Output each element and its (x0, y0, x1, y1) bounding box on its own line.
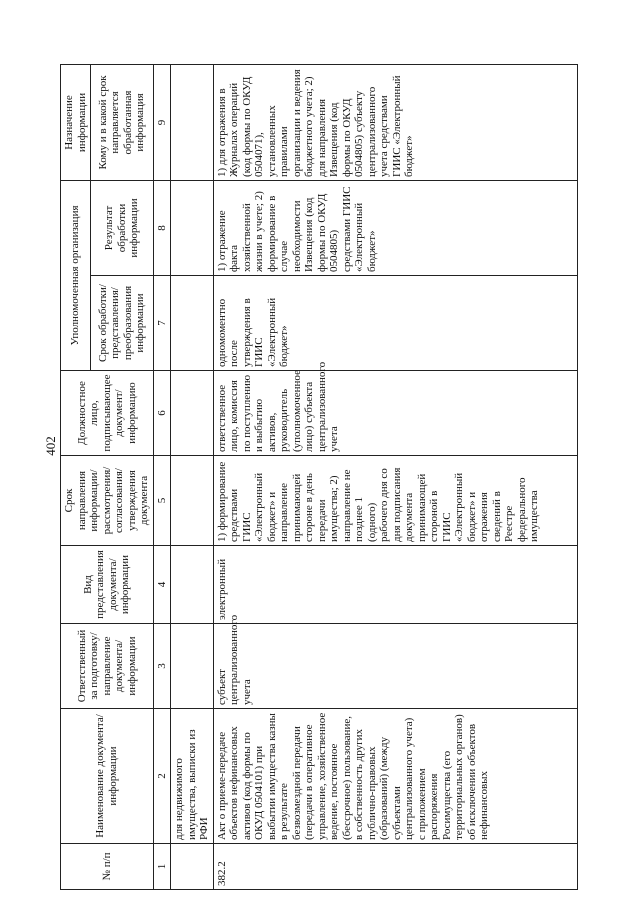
header-presentation-type: Вид представления документа/ информации (61, 546, 154, 624)
row-document-name: Акт о приеме-передаче объектов нефинансовых активов (код формы по ОКУД 0504101) при выбытии имущества казны в результате безвозмездной передачи (передачи в оперативное управление, хозяйственное ведение, постоянное (бессрочное) пользование, в собственность других публично-правовых (образований) (между субъектами централизованного учета) с приложением распоряжения Росимущества (его территориальных органов) об исключении объектов нефинансовых (213, 709, 577, 844)
column-number: 7 (153, 276, 171, 371)
row-presentation-type: электронный (213, 546, 577, 624)
continuation-row (171, 64, 214, 889)
column-number: 9 (153, 64, 171, 180)
header-number: № п/п (61, 844, 154, 890)
row-signatory: ответственное лицо, комиссия по поступлению и выбытию активов, руководитель (уполномоченное лицо) субъекта централизованного учета (213, 371, 577, 456)
header-processing-result: Результат обработки информации (91, 180, 154, 275)
row-processing-deadline: одномоментно после утверждения в ГИИС «Электронный бюджет» (213, 276, 577, 371)
header-group-purpose: Назначение информации (61, 64, 91, 180)
page-number: 402 (43, 436, 58, 456)
column-number: 8 (153, 180, 171, 275)
continuation-document-name: для недвижимого имущества, выписки из РФИ (171, 709, 214, 844)
rotated-table-container (60, 65, 570, 890)
row-send-deadline: 1) формирование средствами ГИИС «Электронный бюджет» и направление принимающей стороне в день передачи имущества; 2) направление не позднее 1 (одного) рабочего дня со дня подписания документа принимающей стороной в ГИИС «Электронный бюджет» и отражения сведений в Реестре федерального имущества (213, 456, 577, 546)
procedure-table (60, 64, 578, 890)
header-processing-deadline: Срок обработки/ представления/ преобразования информации (91, 276, 154, 371)
column-number: 3 (153, 624, 171, 709)
header-send-deadline: Срок направления информации/ рассмотрения/ согласования/ утверждения документа (61, 456, 154, 546)
row-processing-result: 1) отражение факта хозяйственной жизни в учете; 2) формирование в случае необходимости Извещения (код формы по ОКУД 0504805) средствами ГИИС «Электронный бюджет» (213, 180, 577, 275)
column-number: 4 (153, 546, 171, 624)
header-group-authorized-org: Уполномоченная организация (61, 180, 91, 370)
header-recipient: Кому и в какой срок направляется обработанная информация (91, 64, 154, 180)
row-responsible: субъект централизованного учета (213, 624, 577, 709)
column-number: 5 (153, 456, 171, 546)
column-number: 1 (153, 844, 171, 890)
header-document-name: Наименование документа/ информации (61, 709, 154, 844)
column-number: 6 (153, 371, 171, 456)
column-number: 2 (153, 709, 171, 844)
row-number: 382.2 (213, 844, 577, 890)
row-recipient: 1) для отражения в Журналах операций (код формы по ОКУД 0504071), установленных правилами организации и ведения бюджетного учета; 2) для направления Извещения (код формы по ОКУД 0504805) субъекту централизованного учета средствами ГИИС «Электронный бюджет» (213, 64, 577, 180)
table-row (213, 64, 577, 889)
header-responsible: Ответственный за подготовку/ направление документа/ информации (61, 624, 154, 709)
header-signatory: Должностное лицо, подписывающее документ/ информацию (61, 371, 154, 456)
